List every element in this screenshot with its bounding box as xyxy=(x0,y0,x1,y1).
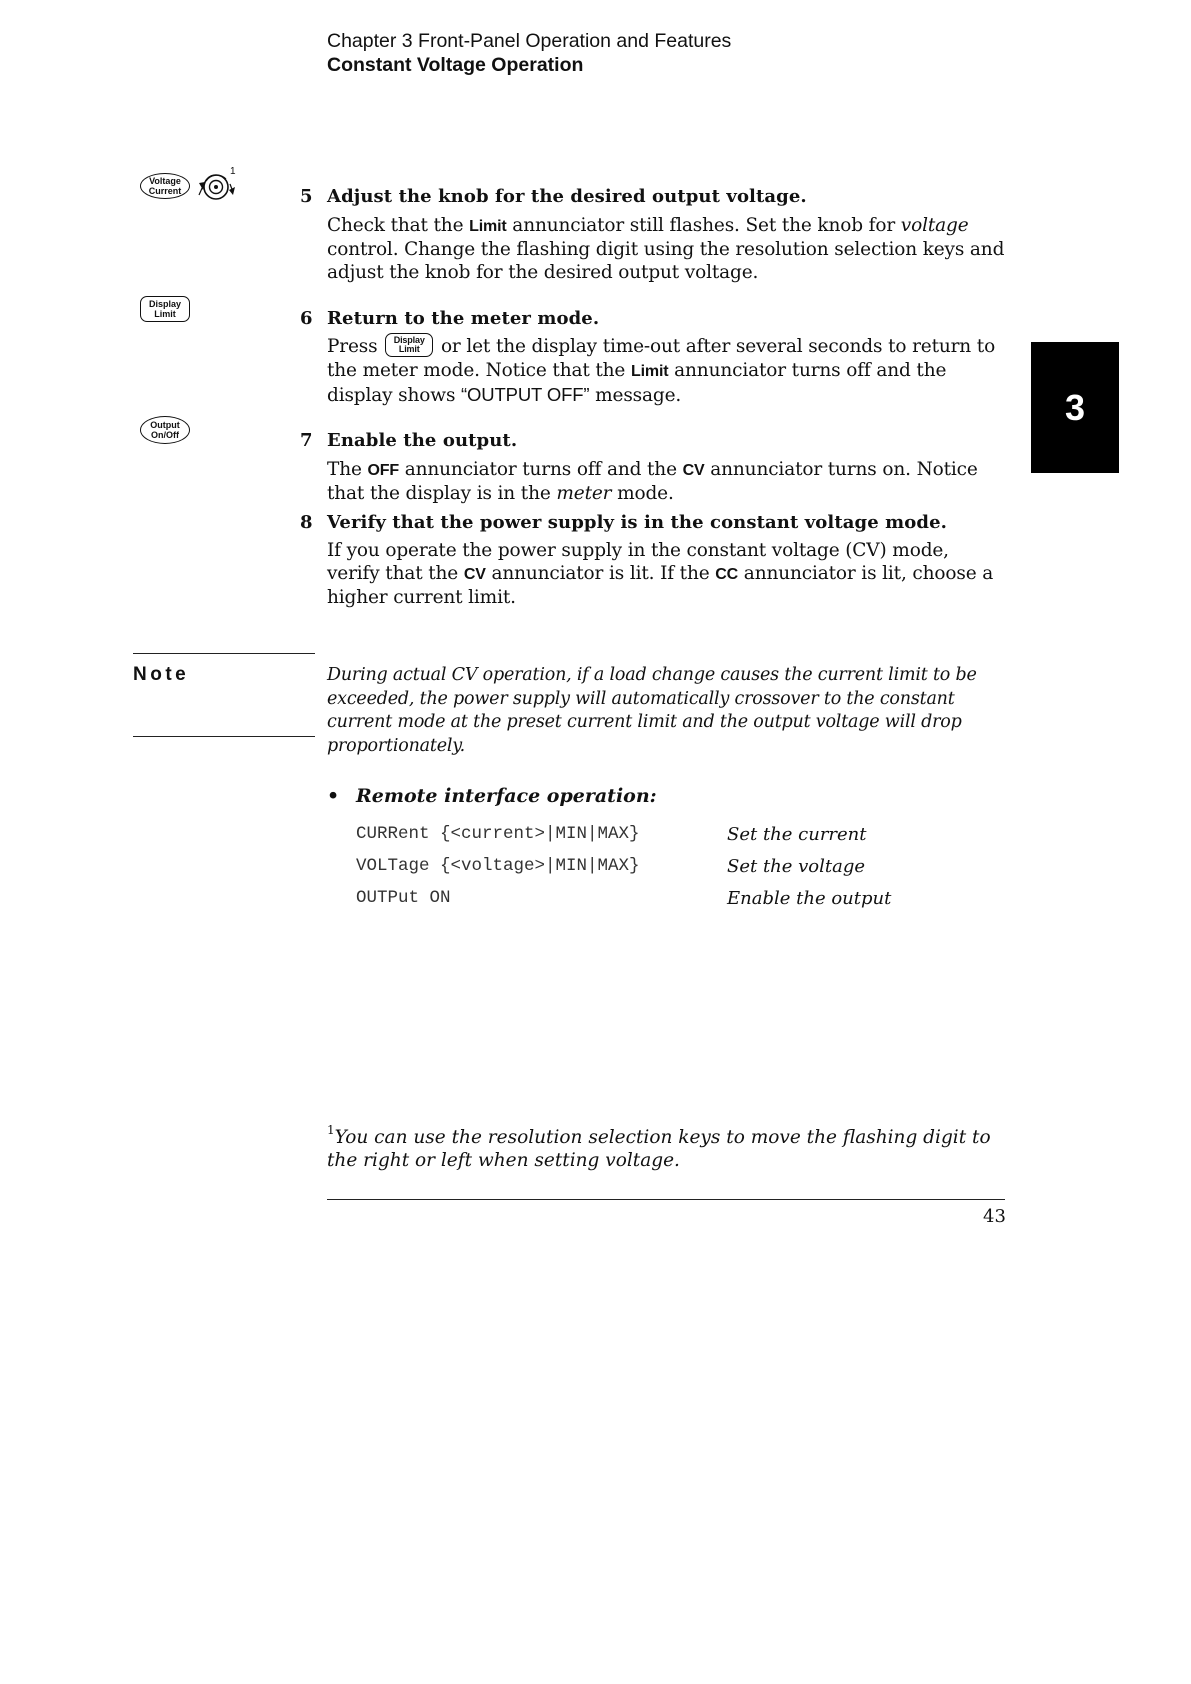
output-key-label: Output xyxy=(150,420,180,430)
display-key-label: Display xyxy=(148,299,181,309)
display-limit-key-icon xyxy=(140,296,190,322)
scpi-command: VOLTage {<voltage>|MIN|MAX} xyxy=(356,856,640,876)
step-5-title: Adjust the knob for the desired output voltage. xyxy=(327,186,807,207)
step-8-number: 8 xyxy=(300,512,313,533)
voltage-current-key-icon xyxy=(140,173,190,199)
scpi-command: OUTPut ON xyxy=(356,888,451,908)
footer-rule xyxy=(327,1199,1005,1200)
limit-annunciator: Limit xyxy=(630,363,669,380)
scpi-command-description: Set the voltage xyxy=(727,856,866,877)
chapter-heading: Chapter 3 Front-Panel Operation and Features xyxy=(327,30,732,52)
note-text: During actual CV operation, if a load change causes the current limit to be exceeded, the power supply will automatically crossover to the constant current mode at the preset current limit and the output voltage will drop proportionately. xyxy=(327,665,977,756)
page-number: 43 xyxy=(983,1206,1006,1227)
step-6-text: Press Display Limit or let the display time-out after several seconds to return to the meter mode. Notice that the Limit annunciator turns off and the display shows “OUTPUT OFF” message. xyxy=(327,335,996,406)
scpi-command-description: Enable the output xyxy=(727,888,892,909)
cc-annunciator: CC xyxy=(715,566,739,583)
step-7-text: The OFF annunciator turns off and the CV annunciator turns on. Notice that the display is in the meter mode. xyxy=(327,459,978,504)
limit-annunciator: Limit xyxy=(469,218,507,235)
footnote-mark: 1 xyxy=(327,1123,335,1137)
output-onoff-key-icon xyxy=(140,416,190,444)
cv-annunciator: CV xyxy=(682,462,705,479)
note-top-rule xyxy=(133,653,315,654)
display-limit-inline-key-icon: Display Limit xyxy=(385,333,433,357)
limit-key-label: Limit xyxy=(154,309,176,319)
knob-footnote-mark: 1 xyxy=(230,166,236,177)
note-bottom-rule xyxy=(133,736,315,737)
scpi-command: CURRent {<current>|MIN|MAX} xyxy=(356,824,640,844)
scpi-command-description: Set the current xyxy=(727,824,867,845)
chapter-tab: 3 xyxy=(1031,342,1119,473)
section-heading: Constant Voltage Operation xyxy=(327,54,584,76)
step-7-number: 7 xyxy=(300,430,313,451)
cv-annunciator: CV xyxy=(463,566,486,583)
bullet-icon: • xyxy=(327,785,340,807)
remote-interface-heading: • Remote interface operation: xyxy=(327,785,657,807)
step-6-title: Return to the meter mode. xyxy=(327,308,600,329)
step-6-number: 6 xyxy=(300,308,313,329)
step-7-title: Enable the output. xyxy=(327,430,518,451)
voltage-key-label: Voltage xyxy=(149,176,181,186)
output-off-message: “OUTPUT OFF” xyxy=(461,384,590,405)
step-8-text: If you operate the power supply in the constant voltage (CV) mode, verify that the CV annunciator is lit. If the CC annunciator is lit, choose a higher current limit. xyxy=(327,540,994,608)
note-label: Note xyxy=(133,664,190,685)
step-8-title: Verify that the power supply is in the constant voltage mode. xyxy=(327,512,947,533)
footnote: $^1$You can use the resolution selection keys to move the flashing digit to the right or left when setting voltage. xyxy=(327,1123,991,1172)
current-key-label: Current xyxy=(148,186,182,196)
step-5-text: Check that the Limit annunciator still flashes. Set the knob for voltage control. Change the flashing digit using the resolution selection keys and adjust the knob for the desired output voltage. xyxy=(327,215,1005,283)
off-annunciator: OFF xyxy=(367,462,400,479)
step-5-number: 5 xyxy=(300,186,313,207)
onoff-key-label: On/Off xyxy=(151,430,179,440)
